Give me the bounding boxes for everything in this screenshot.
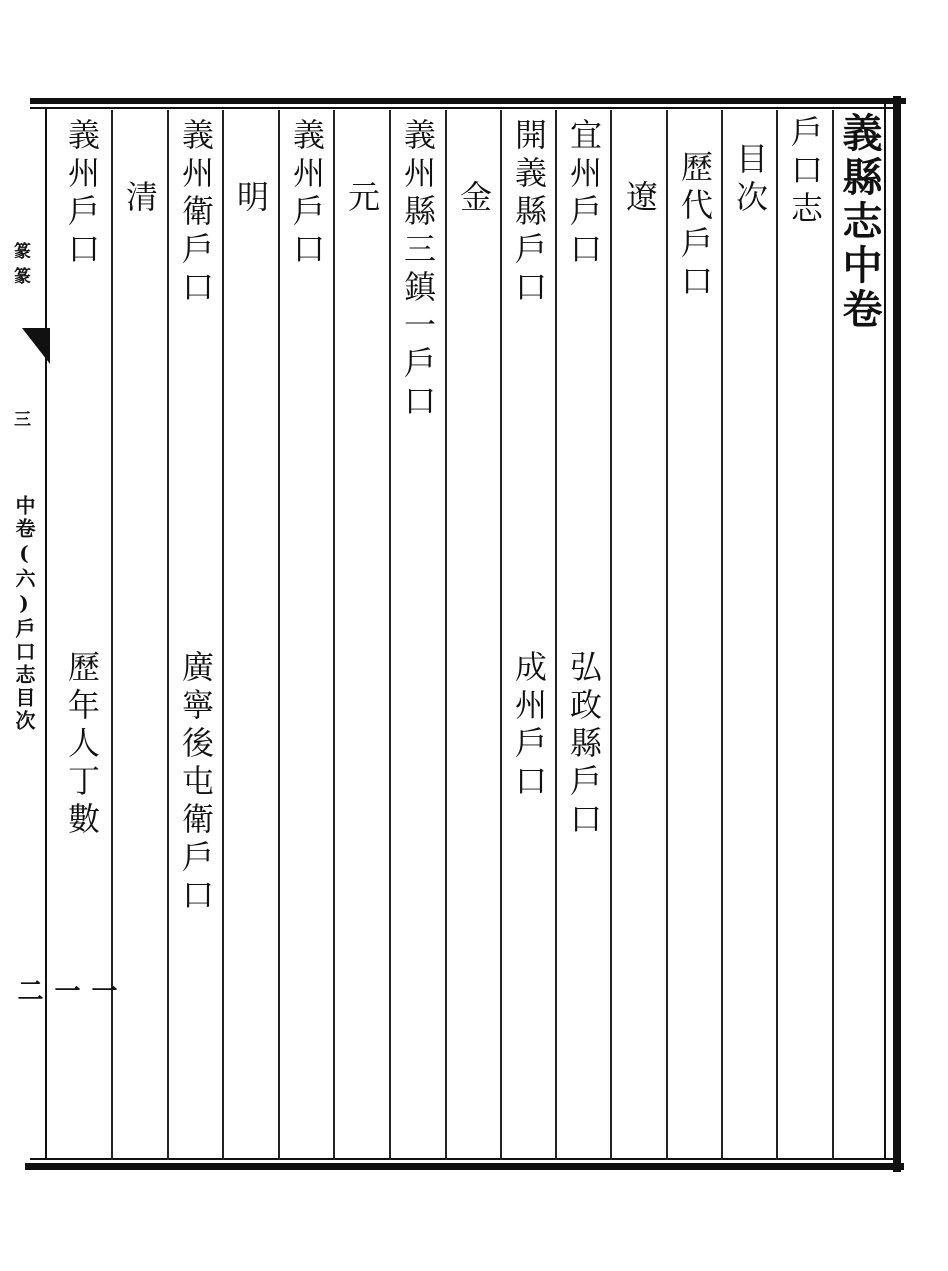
margin-marks: 篆 篆 (14, 242, 31, 287)
column-12-top: 清 (121, 180, 159, 218)
frame-top-border (30, 98, 906, 104)
column-rule (167, 110, 169, 1160)
column-rule (832, 110, 834, 1160)
column-rule (333, 110, 335, 1160)
frame-right-border (893, 96, 901, 1172)
column-9-top: 義州戶口 (288, 118, 326, 270)
column-rule (721, 110, 723, 1160)
frame-top-inner-border (30, 107, 900, 109)
column-4-bottom: 弘政縣戶口 (565, 650, 603, 840)
column-13-top: 義州戶口 (63, 118, 101, 270)
column-4-top: 宜州戶口 (565, 118, 603, 270)
page-title: 義縣志中卷 (836, 112, 883, 332)
column-rule (555, 110, 557, 1160)
column-1-top: 目次 (731, 142, 769, 218)
margin-section-label: 中卷(六)戶口志目次 (12, 495, 36, 733)
column-11-top: 義州衛戶口 (177, 118, 215, 308)
column-10-top: 明 (232, 180, 270, 218)
fishtail-mark-icon (22, 328, 50, 364)
column-rule (776, 110, 778, 1160)
column-0-top: 戶口志 (786, 115, 824, 229)
column-rule (389, 110, 391, 1160)
column-8-top: 元 (343, 180, 381, 218)
column-3-top: 遼 (621, 180, 659, 218)
column-2-top: 歷代戶口 (676, 150, 714, 302)
margin-marks-lower: 三 (14, 410, 31, 430)
column-11-bottom: 廣寧後屯衛戶口 (177, 650, 215, 916)
frame-right-inner-border (884, 104, 886, 1160)
column-7-top: 義州縣三鎮一戶口 (399, 118, 437, 422)
column-rule (666, 110, 668, 1160)
column-rule (278, 110, 280, 1160)
column-rule (610, 110, 612, 1160)
column-5-top: 開義縣戶口 (510, 118, 548, 308)
page-number: 一一二 (13, 977, 117, 1003)
column-rule (222, 110, 224, 1160)
column-13-bottom: 歷年人丁數 (63, 650, 101, 840)
column-rule (500, 110, 502, 1160)
column-rule (445, 110, 447, 1160)
column-6-top: 金 (455, 180, 493, 218)
column-5-bottom: 成州戶口 (510, 650, 548, 802)
frame-bottom-border (25, 1163, 904, 1170)
frame-bottom-inner-border (30, 1158, 900, 1160)
